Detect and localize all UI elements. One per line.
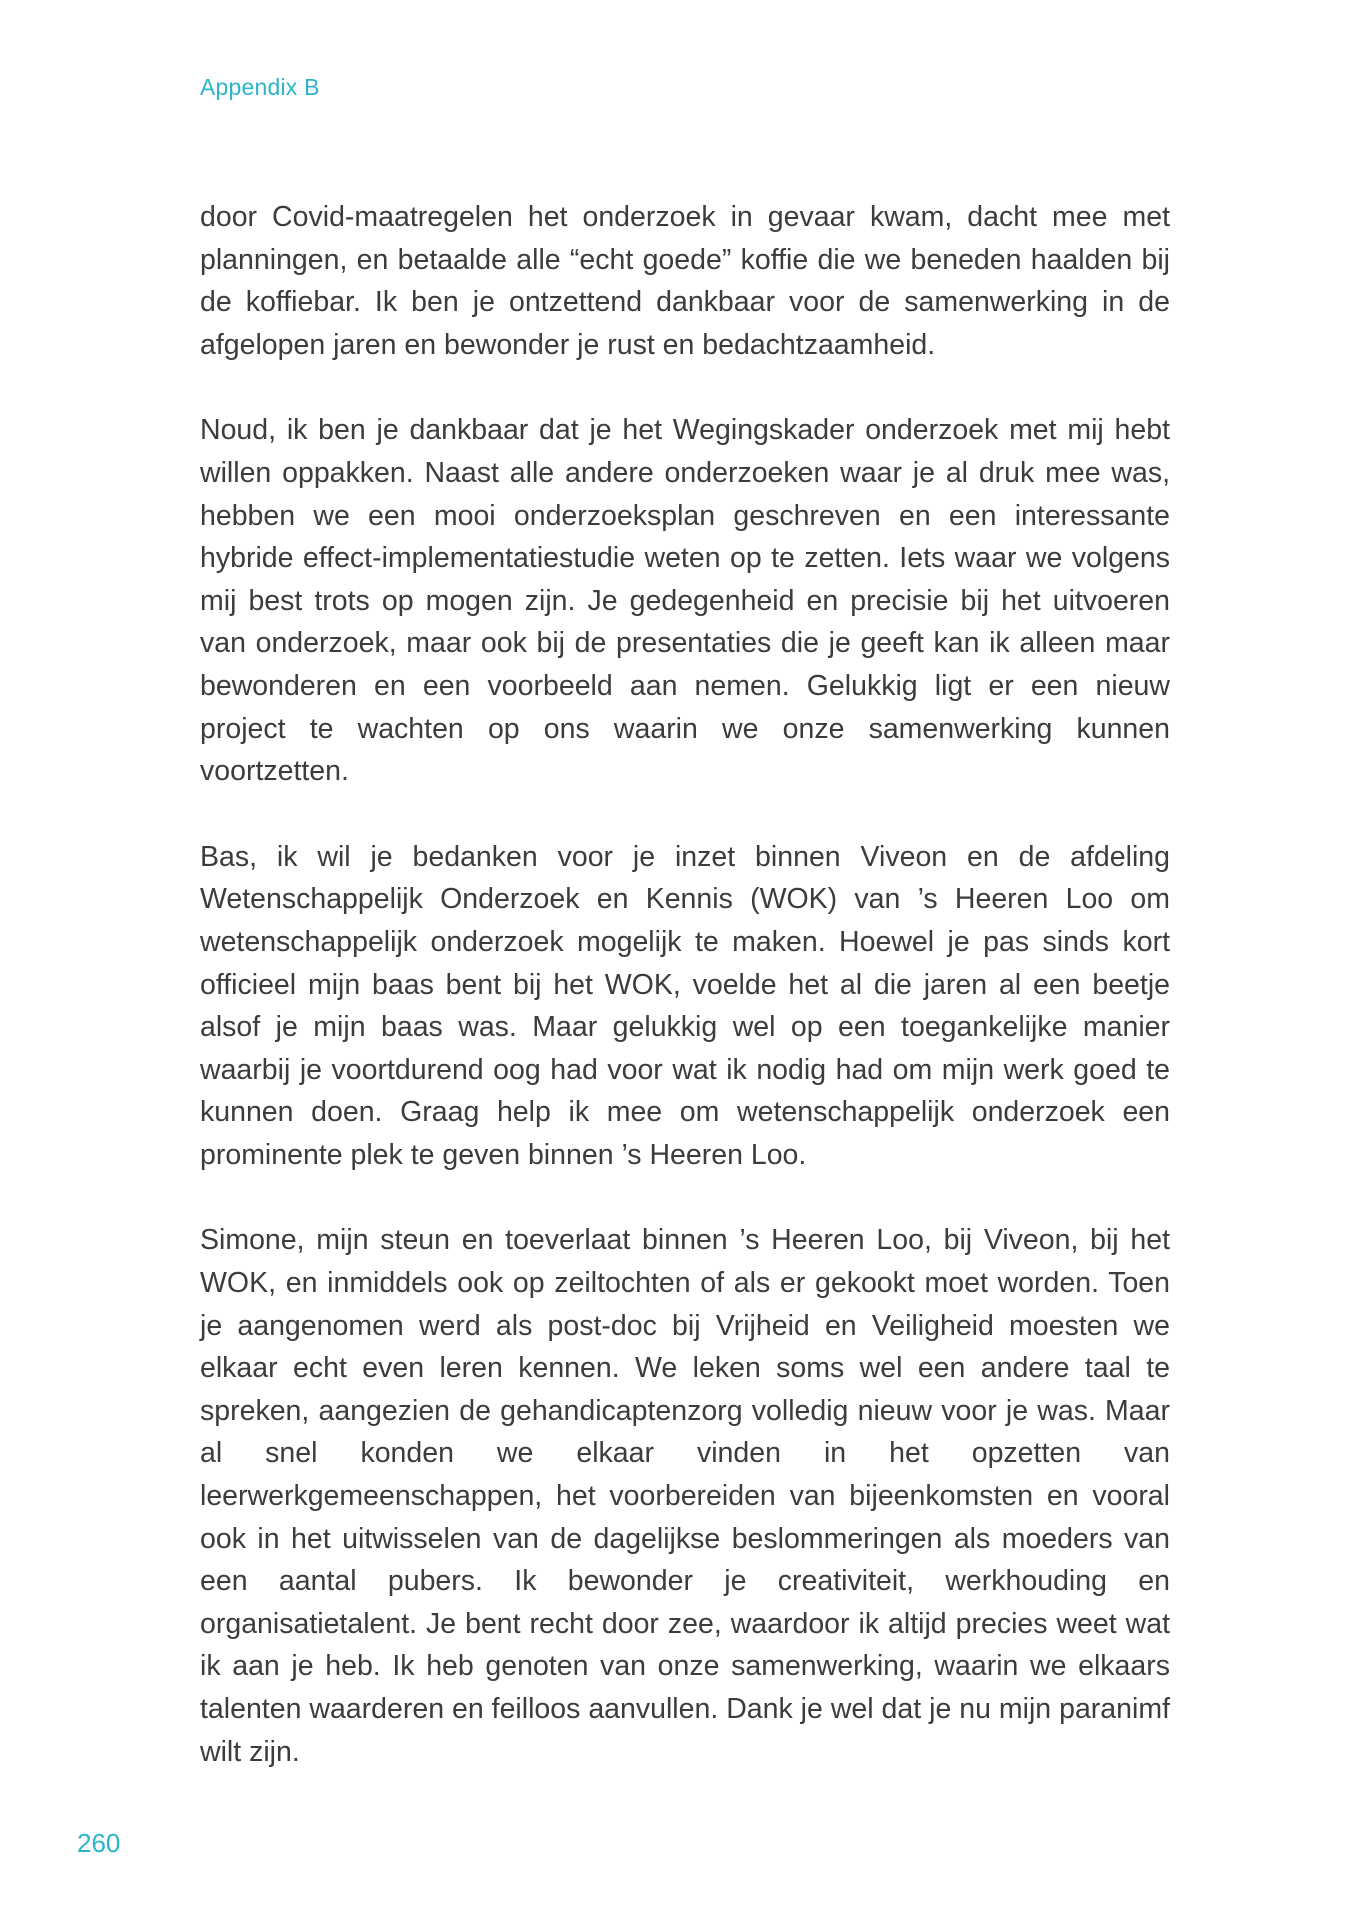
paragraph-covid: door Covid-maatregelen het onderzoek in gevaar kwam, dacht mee met planningen, en betaalde alle “echt goede” koffie die we beneden haalden bij de koffiebar. Ik ben je ontzettend dankbaar voor de samenwerking in de afgelopen jaren en bewonder je rust en bedachtzaamheid. xyxy=(200,201,1170,361)
page-number: 260 xyxy=(77,1828,121,1858)
paragraph-bas: Bas, ik wil je bedanken voor je inzet binnen Viveon en de afdeling Wetenschappelijk Onderzoek en Kennis (WOK) van ’s Heeren Loo om wetenschappelijk onderzoek mogelijk te maken. Hoewel je pas sinds kort officieel mijn baas bent bij het WOK, voelde het al die jaren al een beetje alsof je mijn baas was. Maar gelukkig wel op een toegankelijke manier waarbij je voortdurend oog had voor wat ik nodig had om mijn werk goed te kunnen doen. Graag help ik mee om wetenschappelijk onderzoek een prominente plek te geven binnen ’s Heeren Loo. xyxy=(200,840,1170,1171)
body-text xyxy=(200,196,1170,1816)
paragraph-noud: Noud, ik ben je dankbaar dat je het Wegingskader onderzoek met mij hebt willen oppakken. Naast alle andere onderzoeken waar je al druk mee was, hebben we een mooi onderzoeksplan geschreven en een interessante hybride effect-implementatiestudie weten op te zetten. Iets waar we volgens mij best trots op mogen zijn. Je gedegenheid en precisie bij het uitvoeren van onderzoek, maar ook bij de presentaties die je geeft kan ik alleen maar bewonderen en een voorbeeld aan nemen. Gelukkig ligt er een nieuw project te wachten op ons waarin we onze samenwerking kunnen voortzetten. xyxy=(200,414,1170,788)
running-header: Appendix B xyxy=(200,74,320,100)
paragraph-simone: Simone, mijn steun en toeverlaat binnen ’s Heeren Loo, bij Viveon, bij het WOK, en inmiddels ook op zeiltochten of als er gekookt moet worden. Toen je aangenomen werd als post-doc bij Vrijheid en Veiligheid moesten we elkaar echt even leren kennen. We leken soms wel een andere taal te spreken, aangezien de gehandicaptenzorg volledig nieuw voor je was. Maar al snel konden we elkaar vinden in het opzetten van leerwerkgemeenschappen, het voorbereiden van bijeenkomsten en vooral ook in het uitwisselen van de dagelijkse beslommeringen als moeders van een aantal pubers. Ik bewonder je creativiteit, werkhouding en organisatietalent. Je bent recht door zee, waardoor ik altijd precies weet wat ik aan je heb. Ik heb genoten van onze samenwerking, waarin we elkaars talenten waarderen en feilloos aanvullen. Dank je wel dat je nu mijn paranimf wilt zijn. xyxy=(200,1224,1170,1768)
